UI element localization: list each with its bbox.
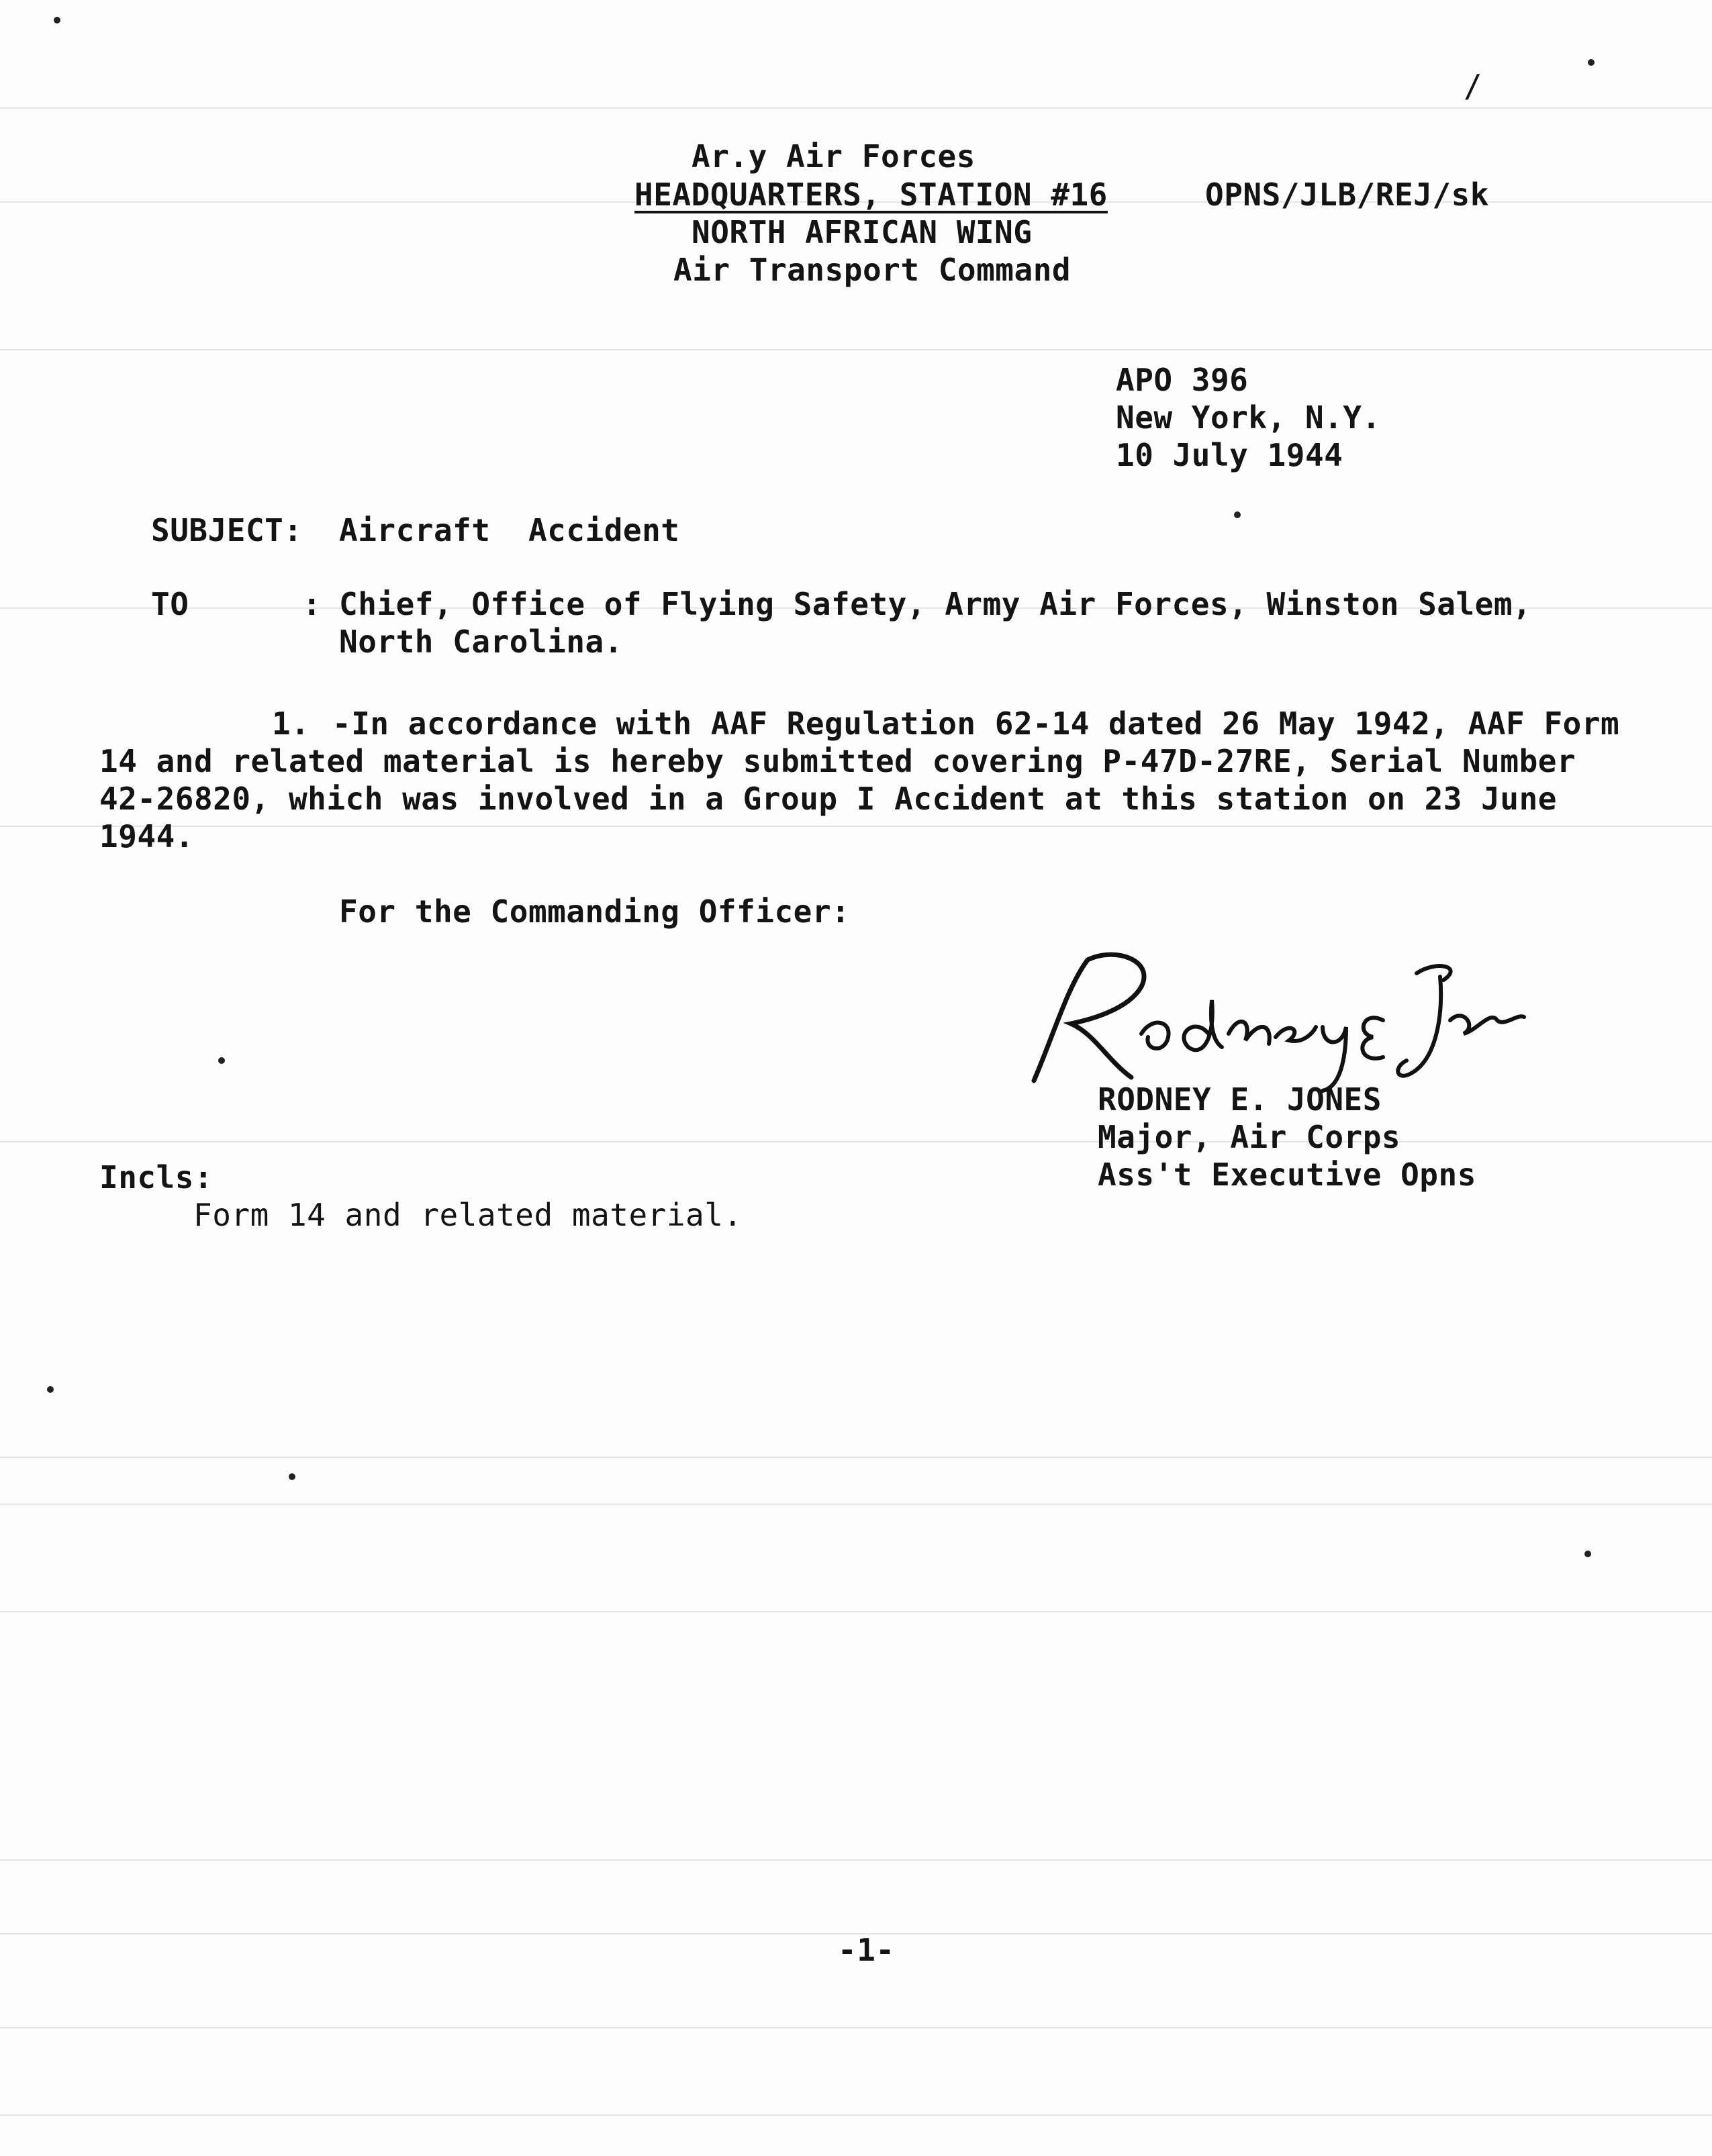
signer-name: RODNEY E. JONES [1098, 1081, 1382, 1118]
body-line-3: 42-26820, which was involved in a Group I Accident at this station on 23 June [99, 781, 1557, 817]
signer-rank: Major, Air Corps [1098, 1119, 1401, 1155]
margin-mark: / [1464, 68, 1483, 104]
to-line-2: North Carolina. [339, 624, 623, 660]
scan-speck [54, 17, 60, 23]
reference-code: OPNS/JLB/REJ/sk [1205, 177, 1489, 213]
scan-rule [0, 1141, 1712, 1142]
scan-rule [0, 1859, 1712, 1861]
to-line-1: Chief, Office of Flying Safety, Army Air Forces, Winston Salem, [339, 586, 1532, 622]
signer-title: Ass't Executive Opns [1098, 1157, 1476, 1193]
scan-rule [0, 1611, 1712, 1612]
subject-value: Aircraft Accident [339, 512, 680, 548]
paragraph-number: 1. [272, 705, 310, 742]
letterhead-line-1: Ar.y Air Forces [692, 138, 976, 175]
scan-rule [0, 2027, 1712, 2028]
enclosures-label: Incls: [99, 1159, 213, 1195]
handwritten-signature [1007, 946, 1531, 1094]
closing-line: For the Commanding Officer: [339, 893, 851, 930]
to-label: TO : [151, 586, 322, 622]
scan-rule [0, 2114, 1712, 2116]
scan-rule [0, 1457, 1712, 1458]
document-date: 10 July 1944 [1116, 437, 1343, 473]
scan-speck [289, 1473, 295, 1480]
letterhead-line-2: HEADQUARTERS, STATION #16 [634, 177, 1108, 213]
scan-speck [1588, 59, 1595, 66]
body-line-4: 1944. [99, 818, 194, 854]
scan-rule [0, 349, 1712, 350]
scan-speck [1234, 511, 1241, 518]
body-line-1: -In accordance with AAF Regulation 62-14 dated 26 May 1942, AAF Form [332, 705, 1620, 742]
subject-label: SUBJECT: [151, 512, 303, 548]
scan-rule [0, 1504, 1712, 1505]
scan-speck [1584, 1551, 1591, 1557]
letterhead-line-4: Air Transport Command [673, 252, 1072, 288]
apo-number: APO 396 [1116, 362, 1249, 398]
scan-speck [218, 1057, 225, 1064]
body-line-2: 14 and related material is hereby submitted covering P-47D-27RE, Serial Number [99, 743, 1576, 779]
scan-speck [47, 1386, 54, 1393]
scan-rule [0, 826, 1712, 827]
dateline-city: New York, N.Y. [1116, 399, 1381, 436]
letterhead-line-3: NORTH AFRICAN WING [692, 214, 1033, 250]
enclosure-item: Form 14 and related material. [193, 1197, 743, 1233]
page-number: -1- [838, 1932, 895, 1968]
scan-rule [0, 107, 1712, 109]
